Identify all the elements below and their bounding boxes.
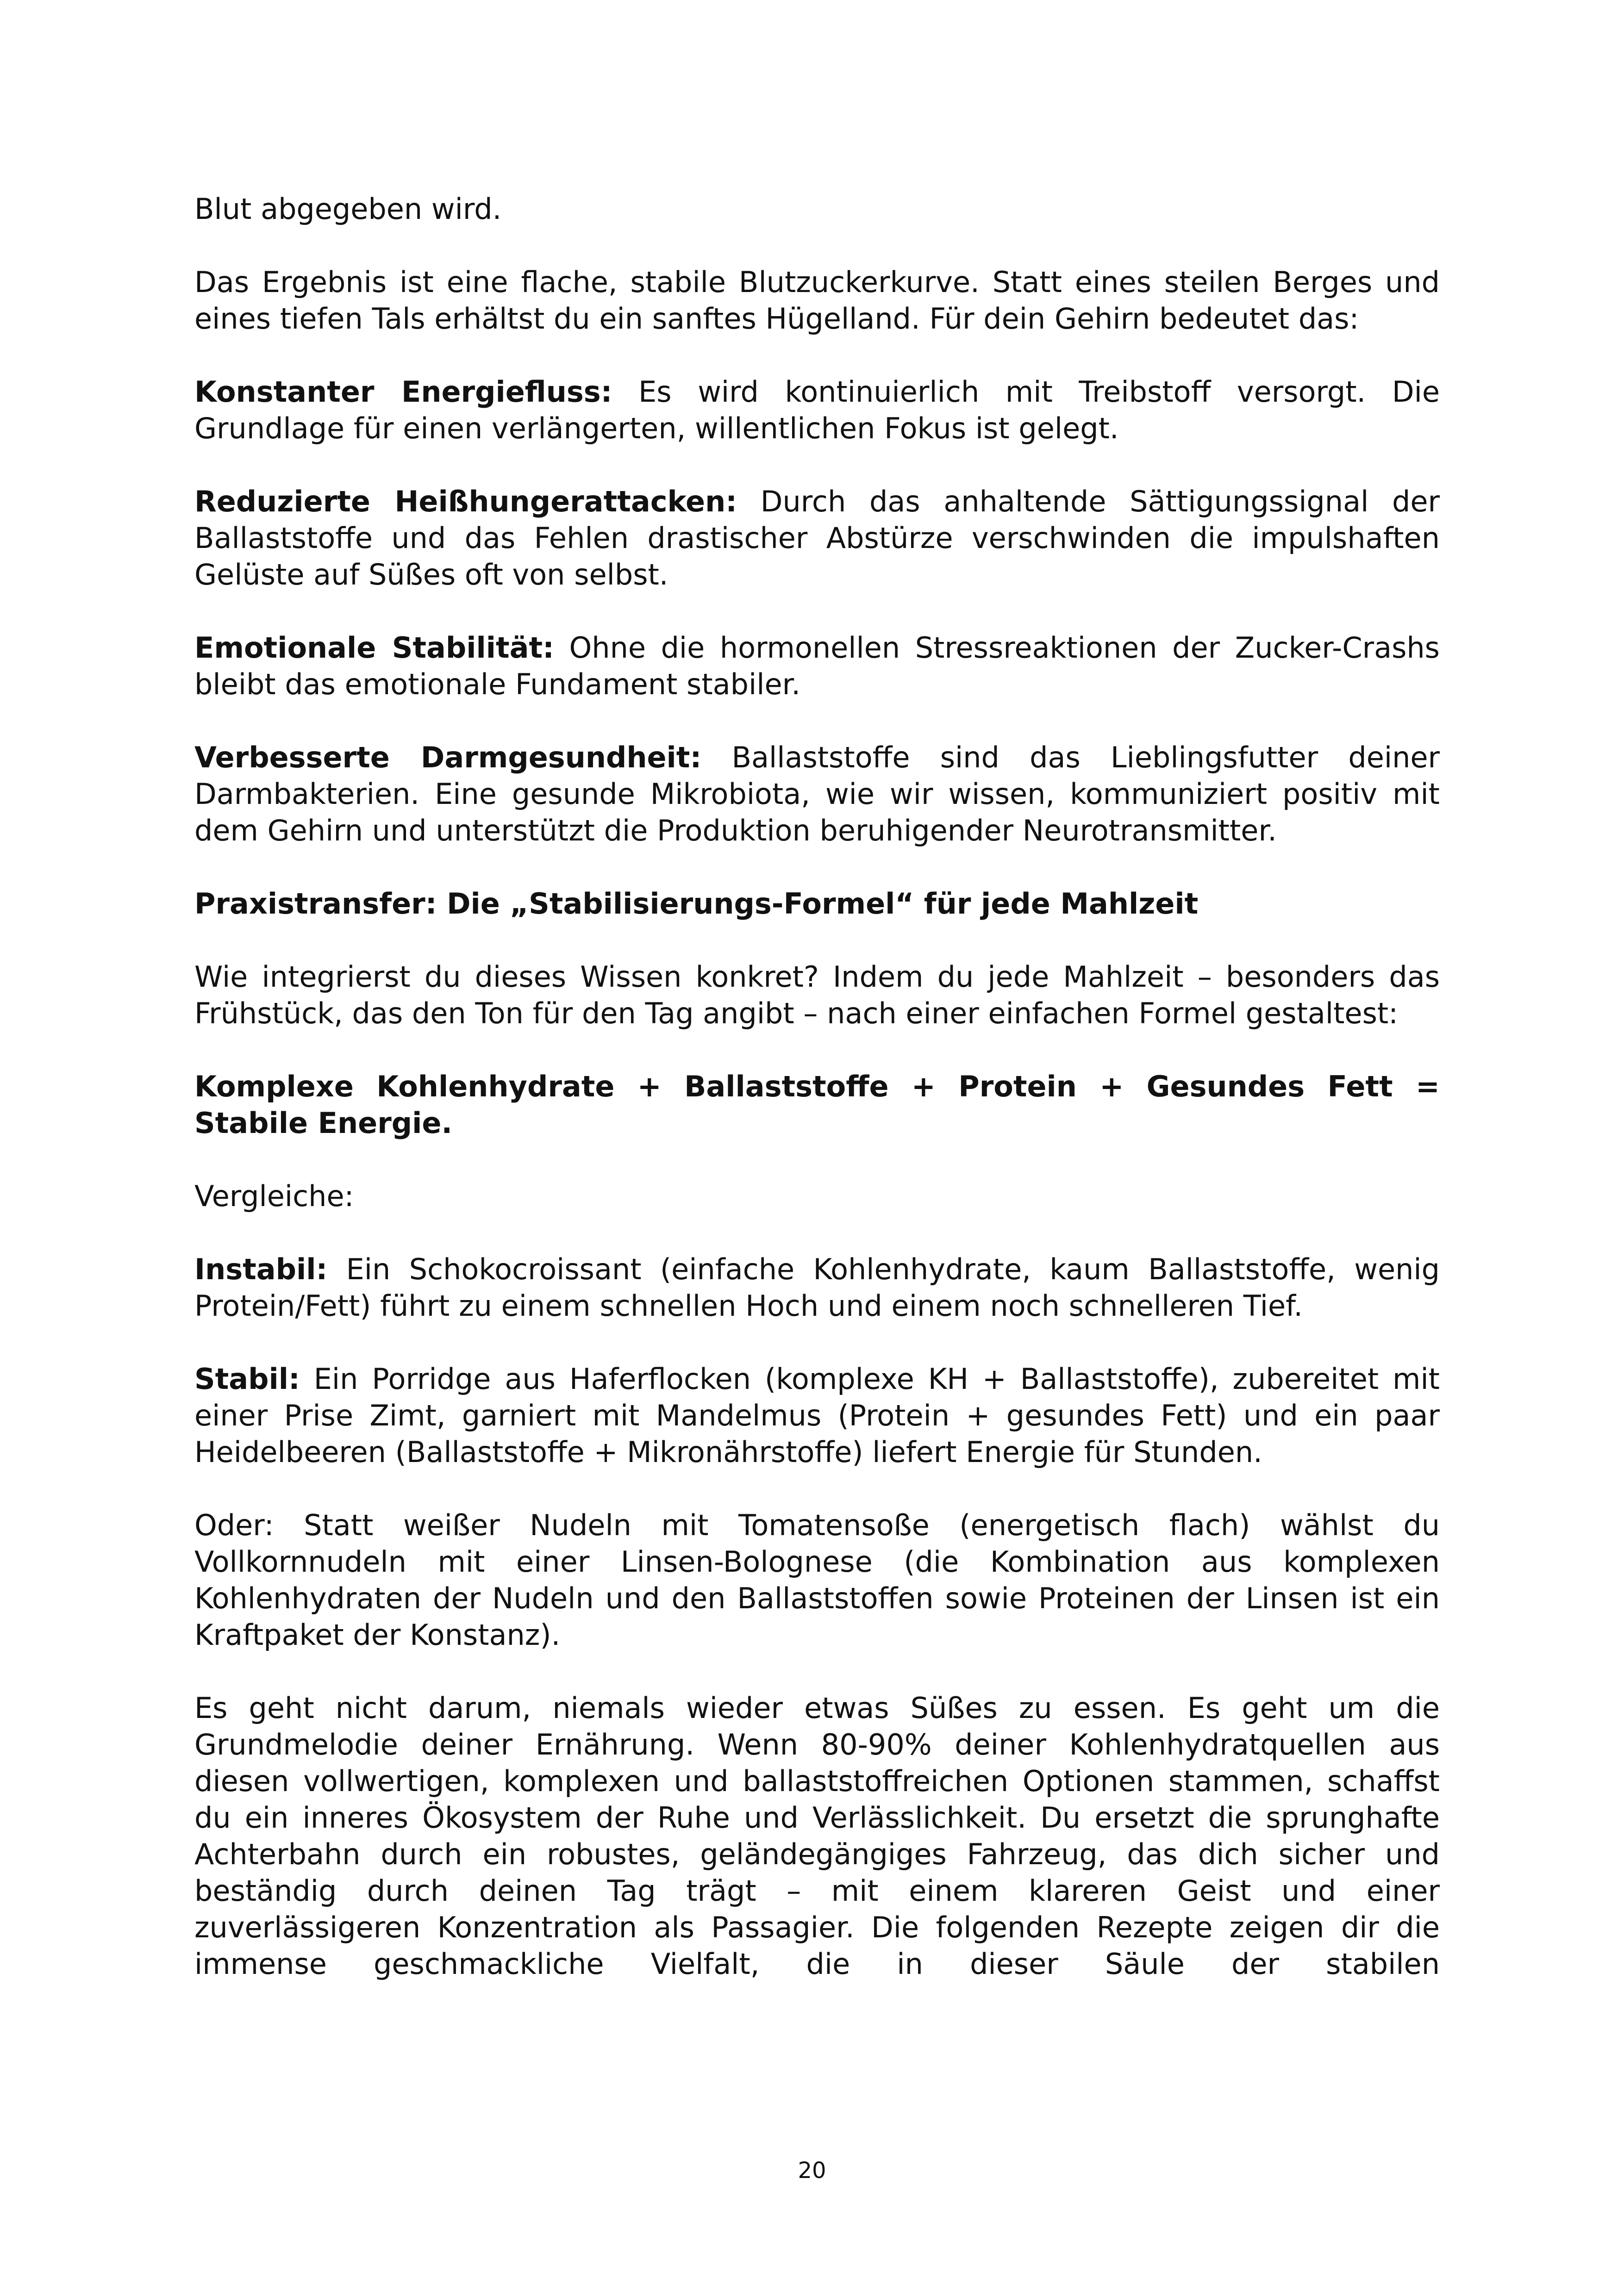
section-heading: Praxistransfer: Die „Stabilisierungs-Formel“ für jede Mahlzeit: [194, 887, 1199, 921]
example-text: Ein Schokocroissant (einfache Kohlenhydrate, kaum Ballaststoffe, wenig Protein/Fett) führt zu einem schnellen Hoch und einem noch schnelleren Tief.: [194, 1252, 1440, 1323]
example-stable: [194, 1361, 1440, 1470]
page-number: 20: [798, 2158, 826, 2184]
bullet-gut-health: [194, 739, 1440, 849]
paragraph-compare: [194, 1178, 1440, 1214]
paragraph-text: Es geht nicht darum, niemals wieder etwas Süßes zu essen. Es geht um die Grundmelodie deiner Ernährung. Wenn 80-90% deiner Kohlenhydratquellen aus diesen vollwertigen, komplexen und ballaststoffreichen Optionen stammen, schaffst du ein inneres Ökosystem der Ruhe und Verlässlichkeit. Du ersetzt die sprunghafte Achterbahn durch ein robustes, geländegängiges Fahrzeug, das dich sicher und beständig durch deinen Tag trägt – mit einem klareren Geist und einer zuverlässigeren Konzentration als Passagier. Die folgenden Rezepte zeigen dir die immense geschmackliche Vielfalt, die in dieser Säule der stabilen: [194, 1691, 1440, 1981]
paragraph-conclusion: [194, 1690, 1440, 1982]
bullet-text: Es wird kontinuierlich mit Treibstoff versorgt. Die Grundlage für einen verlängerten, willentlichen Fokus ist gelegt.: [194, 375, 1440, 445]
formula-text: Komplexe Kohlenhydrate + Ballaststoffe + Protein + Gesundes Fett = Stabile Energie.: [194, 1070, 1440, 1140]
paragraph-integration: [194, 958, 1440, 1032]
bullet-reduced-cravings: [194, 483, 1440, 593]
bullet-text: Ballaststoffe sind das Lieblingsfutter deiner Darmbakterien. Eine gesunde Mikrobiota, wie wir wissen, kommuniziert positiv mit dem Gehirn und unterstützt die Produktion beruhigender Neurotransmitter.: [194, 740, 1440, 847]
example-unstable: [194, 1251, 1440, 1324]
bullet-lead: Reduzierte Heißhungerattacken:: [194, 485, 737, 518]
bullet-emotional-stability: [194, 629, 1440, 703]
example-lead: Instabil:: [194, 1252, 328, 1286]
example-lead: Stabil:: [194, 1362, 300, 1396]
paragraph-result: [194, 264, 1440, 337]
bullet-text: Ohne die hormonellen Stressreaktionen der Zucker-Crashs bleibt das emotionale Fundament stabiler.: [194, 631, 1440, 701]
paragraph-continuation: [194, 191, 1440, 227]
example-text: Ein Porridge aus Haferflocken (komplexe KH + Ballaststoffe), zubereitet mit einer Prise Zimt, garniert mit Mandelmus (Protein + gesundes Fett) und ein paar Heidelbeeren (Ballaststoffe + Mikronährstoffe) liefert Energie für Stunden.: [194, 1362, 1440, 1469]
paragraph-text: Blut abgegeben wird.: [194, 192, 502, 226]
paragraph-text: Wie integrierst du dieses Wissen konkret? Indem du jede Mahlzeit – besonders das Frühstück, das den Ton für den Tag angibt – nach einer einfachen Formel gestaltest:: [194, 960, 1440, 1030]
bullet-lead: Konstanter Energiefluss:: [194, 375, 612, 409]
formula-paragraph: [194, 1068, 1440, 1141]
bullet-lead: Emotionale Stabilität:: [194, 631, 554, 665]
paragraph-text: Vergleiche:: [194, 1179, 354, 1213]
body-text: [194, 191, 1440, 1982]
paragraph-alternative: [194, 1507, 1440, 1653]
bullet-lead: Verbesserte Darmgesundheit:: [194, 740, 702, 774]
paragraph-text: Oder: Statt weißer Nudeln mit Tomatensoße (energetisch flach) wählst du Vollkornnudeln mit einer Linsen-Bolognese (die Kombination aus komplexen Kohlenhydraten der Nudeln und den Ballaststoffen sowie Proteinen der Linsen ist ein Kraftpaket der Konstanz).: [194, 1508, 1440, 1652]
paragraph-text: Das Ergebnis ist eine flache, stabile Blutzuckerkurve. Statt eines steilen Berges und eines tiefen Tals erhältst du ein sanftes Hügelland. Für dein Gehirn bedeutet das:: [194, 265, 1440, 336]
bullet-constant-energy: [194, 373, 1440, 447]
bullet-text: Durch das anhaltende Sättigungssignal der Ballaststoffe und das Fehlen drastischer Abstürze verschwinden die impulshaften Gelüste auf Süßes oft von selbst.: [194, 485, 1440, 591]
